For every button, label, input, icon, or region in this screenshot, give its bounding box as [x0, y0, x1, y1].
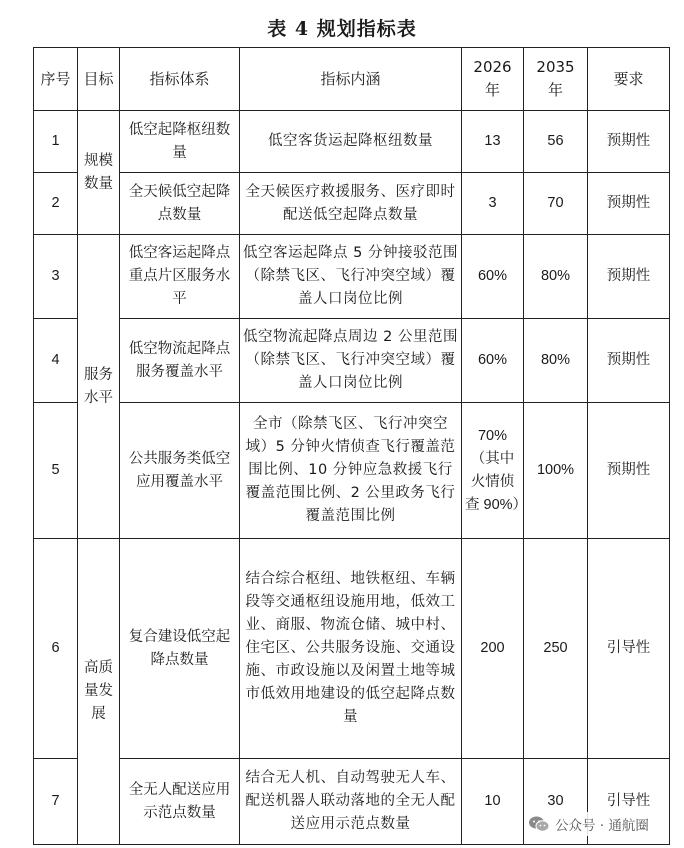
row-system: 复合建设低空起降点数量 [120, 539, 240, 759]
row-no: 3 [34, 235, 78, 319]
table-row [34, 403, 670, 539]
row-no: 2 [34, 173, 78, 235]
header-requirement: 要求 [588, 48, 670, 111]
row-no: 5 [34, 403, 78, 539]
row-2026: 10 [462, 759, 524, 845]
row-system: 低空起降枢纽数量 [120, 111, 240, 173]
row-requirement: 引导性 [588, 759, 670, 845]
header-system: 指标体系 [120, 48, 240, 111]
row-no: 1 [34, 111, 78, 173]
table-row [34, 539, 670, 759]
row-2035: 70 [524, 173, 588, 235]
watermark [524, 812, 653, 836]
row-requirement: 预期性 [588, 173, 670, 235]
row-requirement: 预期性 [588, 403, 670, 539]
row-content: 低空物流起降点周边 2 公里范围（除禁飞区、飞行冲突空域）覆盖人口岗位比例 [240, 319, 462, 403]
header-no: 序号 [34, 48, 78, 111]
row-2026: 13 [462, 111, 524, 173]
row-system: 低空物流起降点服务覆盖水平 [120, 319, 240, 403]
header-row [34, 48, 670, 111]
header-2035: 2035 年 [524, 48, 588, 111]
header-goal: 目标 [78, 48, 120, 111]
row-system: 公共服务类低空应用覆盖水平 [120, 403, 240, 539]
row-2035: 80% [524, 319, 588, 403]
row-requirement: 预期性 [588, 111, 670, 173]
table-row [34, 173, 670, 235]
header-content: 指标内涵 [240, 48, 462, 111]
table-row [34, 319, 670, 403]
row-no: 7 [34, 759, 78, 845]
row-2026: 60% [462, 235, 524, 319]
row-content: 结合无人机、自动驾驶无人车、配送机器人联动落地的全无人配送应用示范点数量 [240, 759, 462, 845]
row-2035: 80% [524, 235, 588, 319]
row-2035: 100% [524, 403, 588, 539]
goal-quality: 高质量发展 [78, 539, 120, 845]
row-2026: 60% [462, 319, 524, 403]
goal-service: 服务水平 [78, 235, 120, 539]
row-2026: 3 [462, 173, 524, 235]
row-requirement: 引导性 [588, 539, 670, 759]
wechat-icon [528, 815, 550, 833]
watermark-text: 公众号 · 通航圈 [555, 818, 649, 834]
row-system: 全无人配送应用示范点数量 [120, 759, 240, 845]
table-row [34, 111, 670, 173]
header-2026: 2026 年 [462, 48, 524, 111]
row-requirement: 预期性 [588, 319, 670, 403]
row-requirement: 预期性 [588, 235, 670, 319]
row-no: 4 [34, 319, 78, 403]
row-content: 全市（除禁飞区、飞行冲突空域）5 分钟火情侦查飞行覆盖范围比例、10 分钟应急救援飞行覆盖范围比例、2 公里政务飞行覆盖范围比例 [240, 403, 462, 539]
indicator-table [33, 47, 670, 845]
row-system: 全天候低空起降点数量 [120, 173, 240, 235]
row-system: 低空客运起降点重点片区服务水平 [120, 235, 240, 319]
row-content: 低空客货运起降枢纽数量 [240, 111, 462, 173]
row-2026: 200 [462, 539, 524, 759]
table-title: 表 4 规划指标表 [267, 18, 417, 40]
row-content: 全天候医疗救援服务、医疗即时配送低空起降点数量 [240, 173, 462, 235]
table-row [34, 235, 670, 319]
row-2035: 250 [524, 539, 588, 759]
row-content: 结合综合枢纽、地铁枢纽、车辆段等交通枢纽设施用地，低效工业、商服、物流仓储、城中村、住宅区、公共服务设施、交通设施、市政设施以及闲置土地等城市低效用地建设的低空起降点数量 [240, 539, 462, 759]
row-2035: 30 [524, 759, 588, 845]
row-2026: 70%（其中火情侦查 90%） [462, 403, 524, 539]
row-2035: 56 [524, 111, 588, 173]
goal-scale: 规模数量 [78, 111, 120, 235]
row-content: 低空客运起降点 5 分钟接驳范围（除禁飞区、飞行冲突空域）覆盖人口岗位比例 [240, 235, 462, 319]
row-no: 6 [34, 539, 78, 759]
